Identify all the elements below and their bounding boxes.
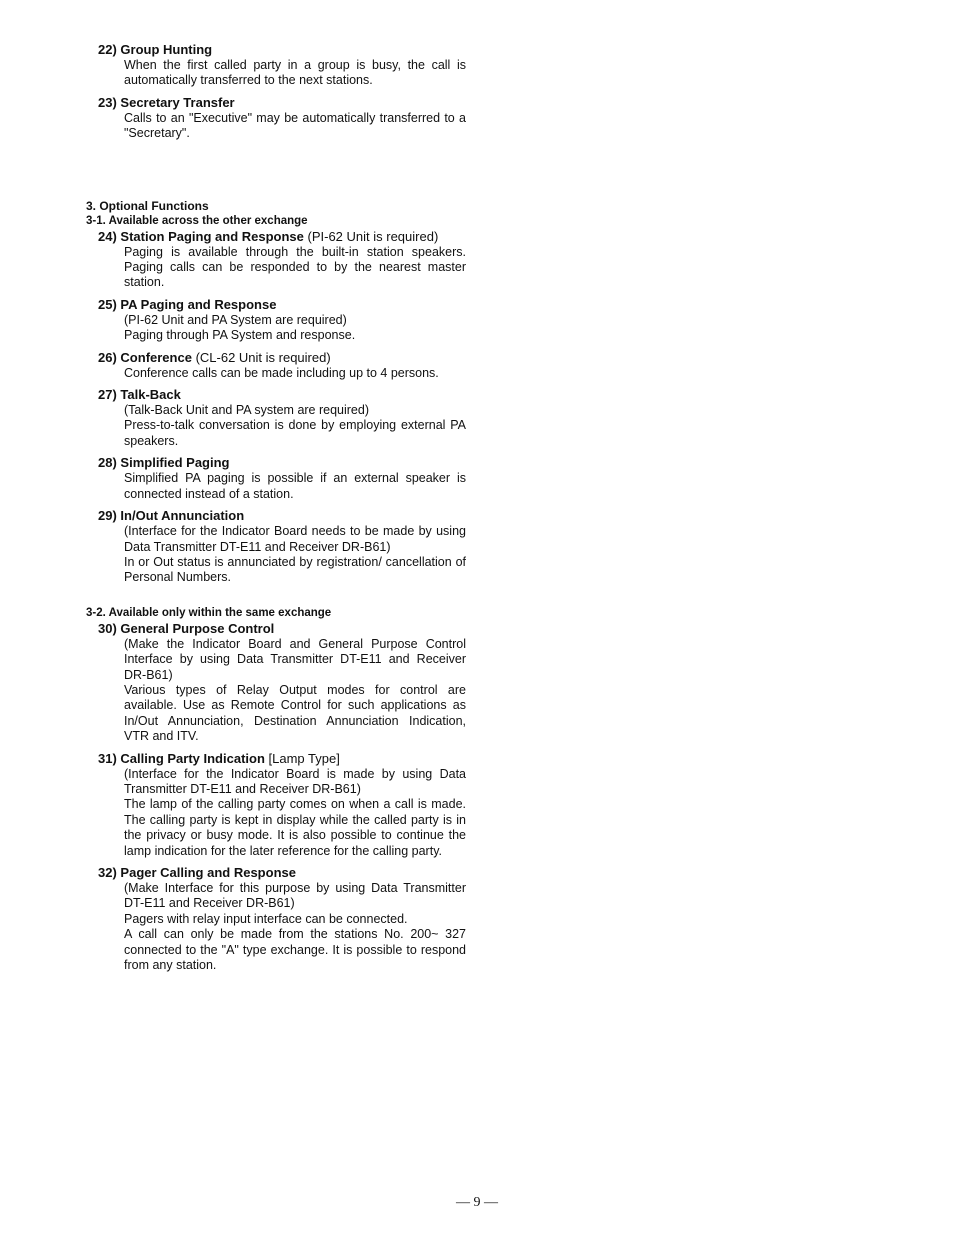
function-number: 26): [98, 349, 117, 365]
description-paragraph: A call can only be made from the stations No. 200~ 327 connected to the "A" type exchange. It is possible to respond from any station.: [124, 927, 466, 973]
description-paragraph: Paging is available through the built-in station speakers. Paging calls can be responded to by the nearest master station.: [124, 244, 466, 290]
item-list-3-2: [86, 621, 466, 974]
function-title: Group Hunting: [120, 42, 213, 57]
function-description: [124, 403, 466, 449]
description-paragraph: Pagers with relay input interface can be connected.: [124, 911, 408, 926]
function-item: [86, 751, 466, 859]
function-description: [124, 524, 466, 586]
function-title: Station Paging and Response: [120, 228, 304, 244]
function-number: 29): [98, 508, 117, 524]
function-heading: [98, 621, 466, 637]
description-paragraph: (Make the Indicator Board and General Purpose Control Interface by using Data Transmitter DT-E11 and Receiver DR-B61): [124, 636, 466, 682]
function-description: [124, 767, 466, 859]
function-description: [124, 111, 466, 142]
section-title: 3. Optional Functions: [86, 198, 209, 213]
function-item: [86, 865, 466, 973]
function-description: [124, 313, 466, 344]
function-heading: [98, 350, 466, 366]
function-number: 27): [98, 387, 117, 403]
function-heading: [98, 229, 466, 245]
function-number: 22): [98, 42, 117, 57]
description-paragraph: The lamp of the calling party comes on when a call is made. The calling party is kept in display while the called party is in the privacy or busy mode. It is also possible to continue the lamp indication for the later reference for the calling party.: [124, 797, 466, 858]
function-number: 28): [98, 455, 117, 471]
function-heading: [98, 455, 466, 471]
function-description: [124, 245, 466, 291]
function-number: 32): [98, 865, 117, 880]
function-item: [86, 229, 466, 291]
function-number: 24): [98, 228, 117, 244]
function-number: 23): [98, 94, 117, 110]
page-number: — 9 —: [456, 1195, 498, 1210]
function-description: [124, 58, 466, 89]
function-description: [124, 471, 466, 502]
function-item: [86, 387, 466, 449]
item-list-3-1: [86, 229, 466, 586]
function-item: [86, 508, 466, 586]
description-paragraph: (Interface for the Indicator Board needs to be made by using Data Transmitter DT-E11 and Receiver DR-B61): [124, 524, 466, 554]
description-paragraph: Various types of Relay Output modes for control are available. Use as Remote Control for such applications as In/Out Annunciation, Destination Annunciation Indication, VTR and ITV.: [124, 682, 466, 744]
description-paragraph: Conference calls can be made including up to 4 persons.: [124, 365, 439, 380]
function-title: Calling Party Indication: [120, 750, 265, 766]
function-title: PA Paging and Response: [120, 296, 277, 312]
function-item: [86, 350, 466, 381]
function-requirement: [Lamp Type]: [264, 750, 340, 766]
function-item: [86, 455, 466, 502]
function-heading: [98, 865, 466, 881]
function-title: Secretary Transfer: [120, 94, 235, 110]
function-title: General Purpose Control: [120, 620, 275, 636]
function-item: [86, 95, 466, 142]
description-paragraph: In or Out status is annunciated by registration/ cancellation of Personal Numbers.: [124, 554, 466, 585]
function-item: [86, 297, 466, 344]
function-title: Talk-Back: [120, 387, 181, 403]
function-title: Simplified Paging: [120, 455, 230, 471]
description-paragraph: (Make Interface for this purpose by using Data Transmitter DT-E11 and Receiver DR-B61): [124, 881, 466, 911]
function-item: [86, 621, 466, 745]
description-paragraph: (PI-62 Unit and PA System are required): [124, 312, 347, 327]
subsection-title-3-1: 3-1. Available across the other exchange: [86, 214, 308, 227]
subsection-title-3-2: 3-2. Available only within the same exchange: [86, 606, 332, 619]
function-heading: [98, 508, 466, 524]
item-list-top: [86, 42, 466, 142]
function-number: 30): [98, 620, 117, 636]
description-paragraph: When the first called party in a group is busy, the call is automatically transferred to the next stations.: [124, 58, 466, 88]
description-paragraph: Simplified PA paging is possible if an external speaker is connected instead of a station.: [124, 471, 466, 501]
function-heading: [98, 297, 466, 313]
function-requirement: (CL-62 Unit is required): [191, 349, 331, 365]
function-description: [124, 637, 466, 745]
document-column: [86, 42, 466, 979]
function-heading: [98, 751, 466, 767]
function-heading: [98, 387, 466, 403]
description-paragraph: Press-to-talk conversation is done by employing external PA speakers.: [124, 418, 466, 448]
function-item: [86, 42, 466, 89]
function-heading: [98, 42, 466, 58]
function-title: Conference: [120, 349, 192, 365]
function-title: Pager Calling and Response: [120, 865, 296, 880]
function-requirement: (PI-62 Unit is required): [303, 228, 439, 244]
function-number: 31): [98, 750, 117, 766]
function-description: [124, 881, 466, 973]
description-paragraph: (Interface for the Indicator Board is made by using Data Transmitter DT-E11 and Receiver DR-B61): [124, 766, 466, 796]
function-description: [124, 366, 466, 381]
description-paragraph: Paging through PA System and response.: [124, 328, 356, 343]
function-title: In/Out Annunciation: [120, 508, 245, 524]
description-paragraph: Calls to an "Executive" may be automatically transferred to a "Secretary".: [124, 110, 466, 141]
function-heading: [98, 95, 466, 111]
description-paragraph: (Talk-Back Unit and PA system are required): [124, 403, 370, 418]
function-number: 25): [98, 296, 117, 312]
